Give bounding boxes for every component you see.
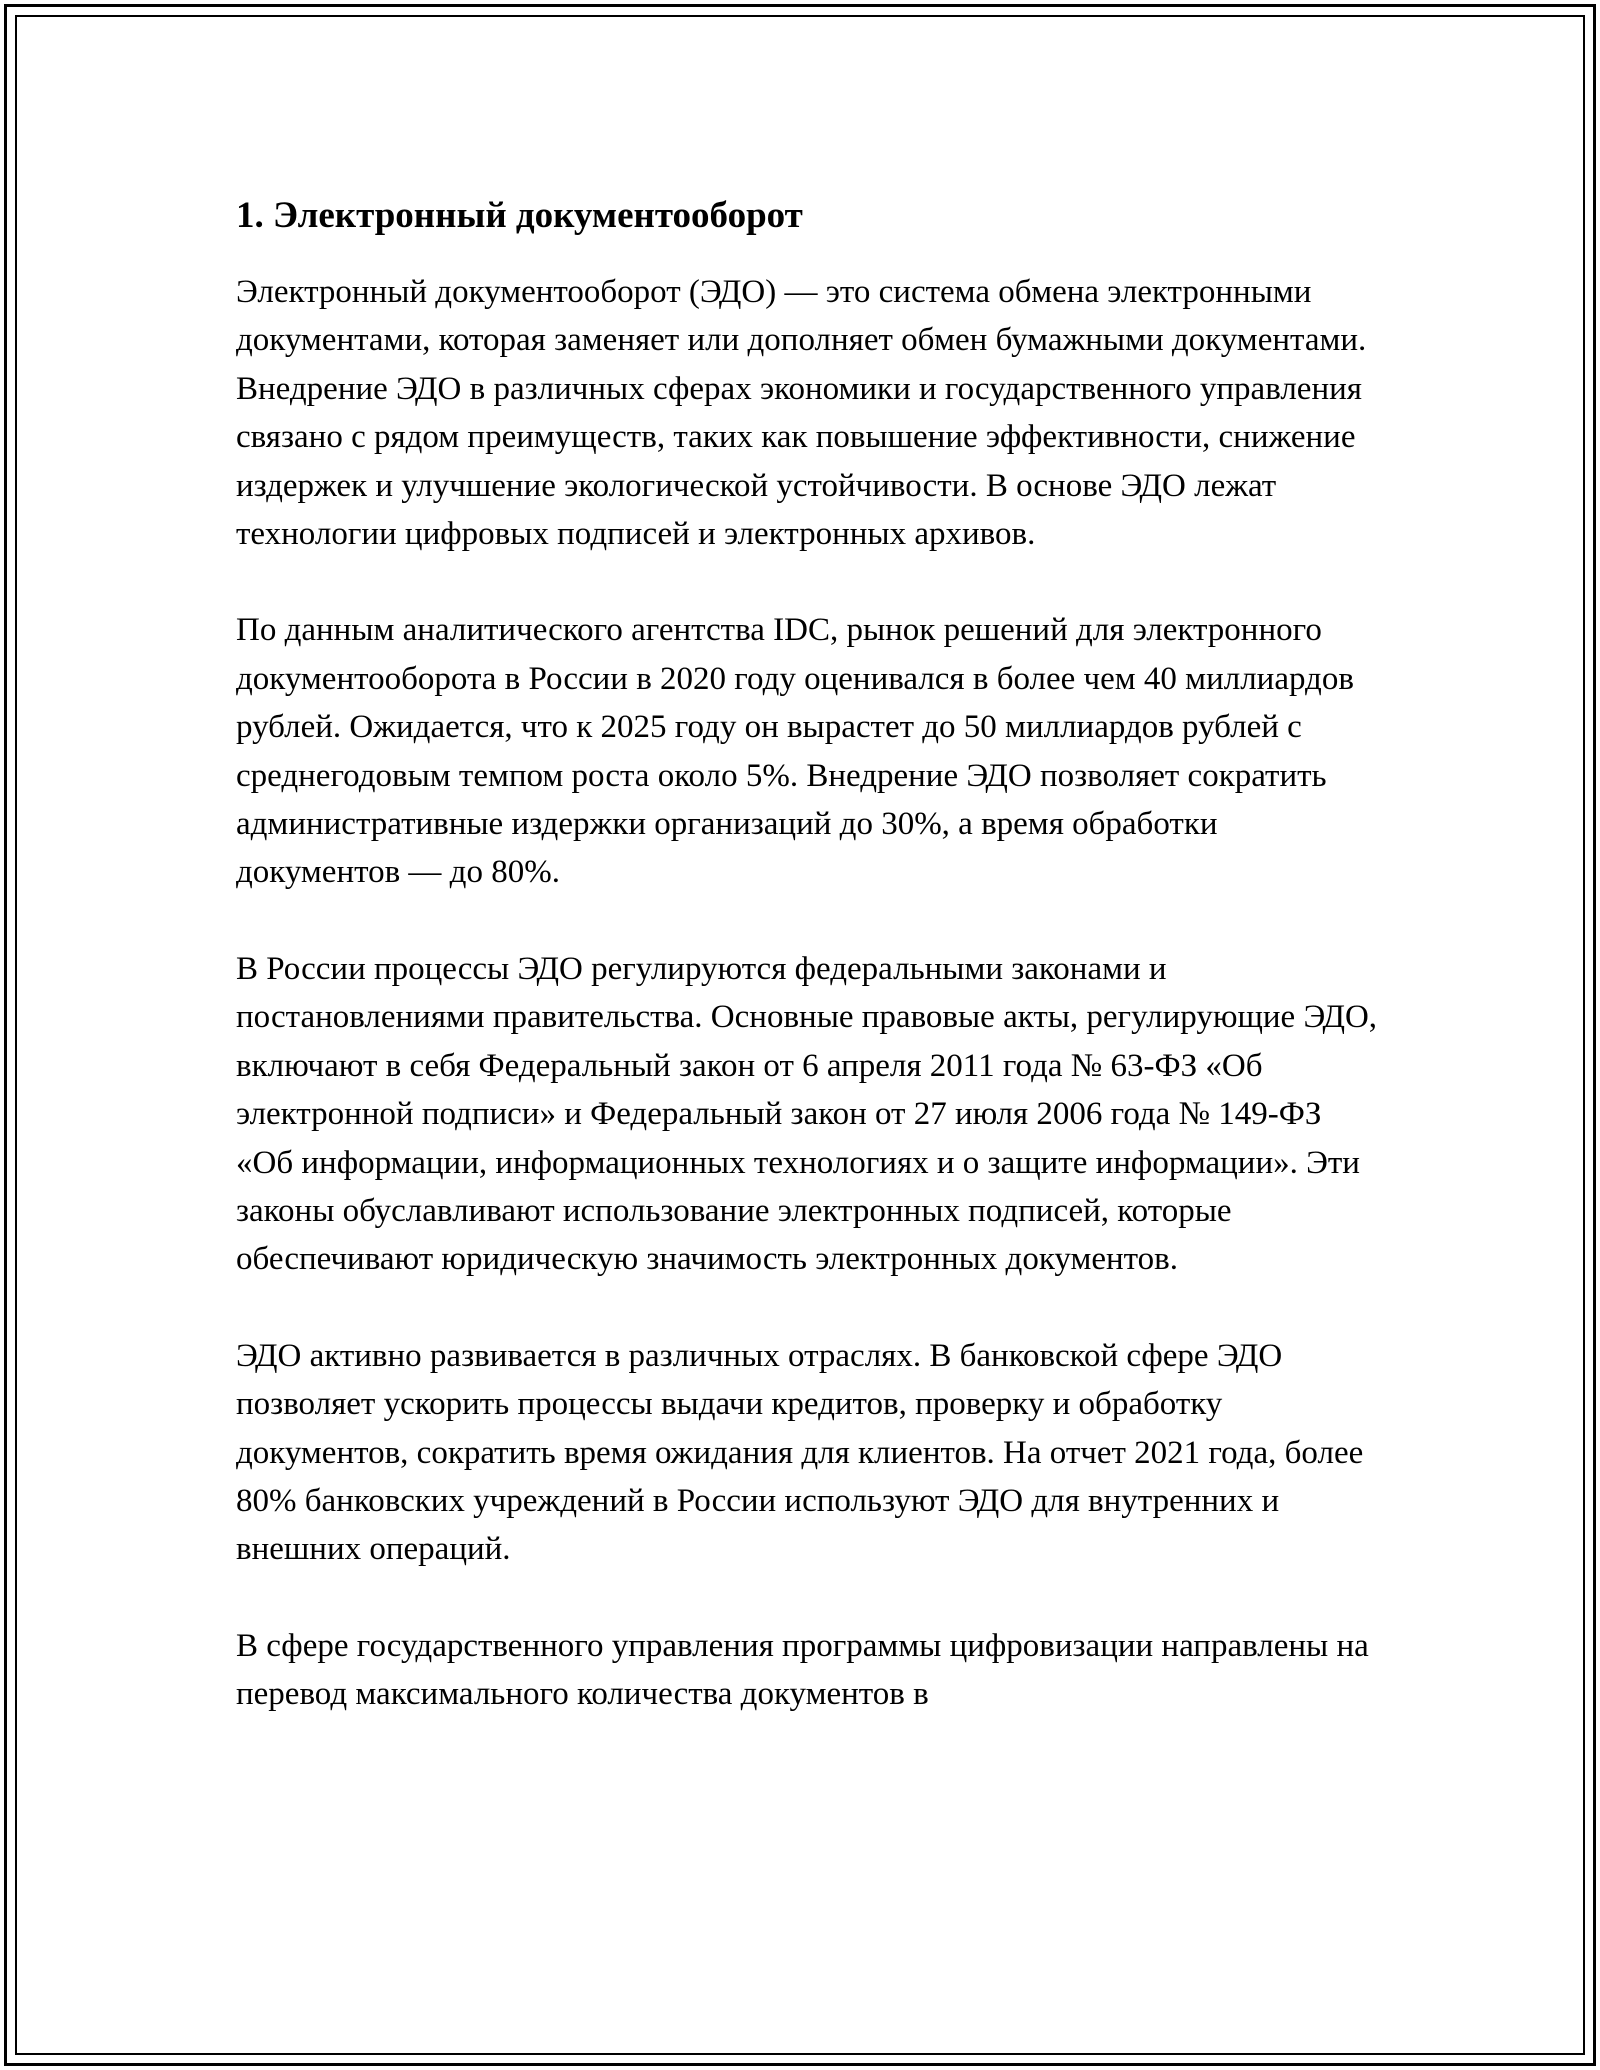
- section-title: 1. Электронный документооборот: [236, 195, 803, 236]
- document-body: [236, 188, 1386, 1719]
- paragraph-intro: Электронный документооборот (ЭДО) — это система обмена электронными документами, которая заменяет или дополняет обмен бумажными документами. Внедрение ЭДО в различных сферах экономики и государственного управления связано с рядом преимуществ, таких как повышение эффективности, снижение издержек и улучшение экологической устойчивости. В основе ЭДО лежат технологии цифровых подписей и электронных архивов.: [236, 274, 1367, 553]
- paragraph-government: В сфере государственного управления программы цифровизации направлены на перевод максимального количества документов в: [236, 1627, 1369, 1713]
- paragraph-legal: В России процессы ЭДО регулируются федеральными законами и постановлениями правительства. Основные правовые акты, регулирующие ЭДО, включают в себя Федеральный закон от 6 апреля 2011 года № 63-ФЗ «Об электронной подписи» и Федеральный закон от 27 июля 2006 года № 149-ФЗ «Об информации, информационных технологиях и о защите информации». Эти законы обуславливают использование электронных подписей, которые обеспечивают юридическую значимость электронных документов.: [236, 950, 1378, 1278]
- paragraph-market: По данным аналитического агентства IDC, рынок решений для электронного документооборота в России в 2020 году оценивался в более чем 40 миллиардов рублей. Ожидается, что к 2025 году он вырастет до 50 миллиардов рублей с среднегодовым темпом роста около 5%. Внедрение ЭДО позволяет сократить административные издержки организаций до 30%, а время обработки документов — до 80%.: [236, 612, 1354, 891]
- paragraph-banking: ЭДО активно развивается в различных отраслях. В банковской сфере ЭДО позволяет ускорить процессы выдачи кредитов, проверку и обработку документов, сократить время ожидания для клиентов. На отчет 2021 года, более 80% банковских учреждений в России используют ЭДО для внутренних и внешних операций.: [236, 1337, 1364, 1568]
